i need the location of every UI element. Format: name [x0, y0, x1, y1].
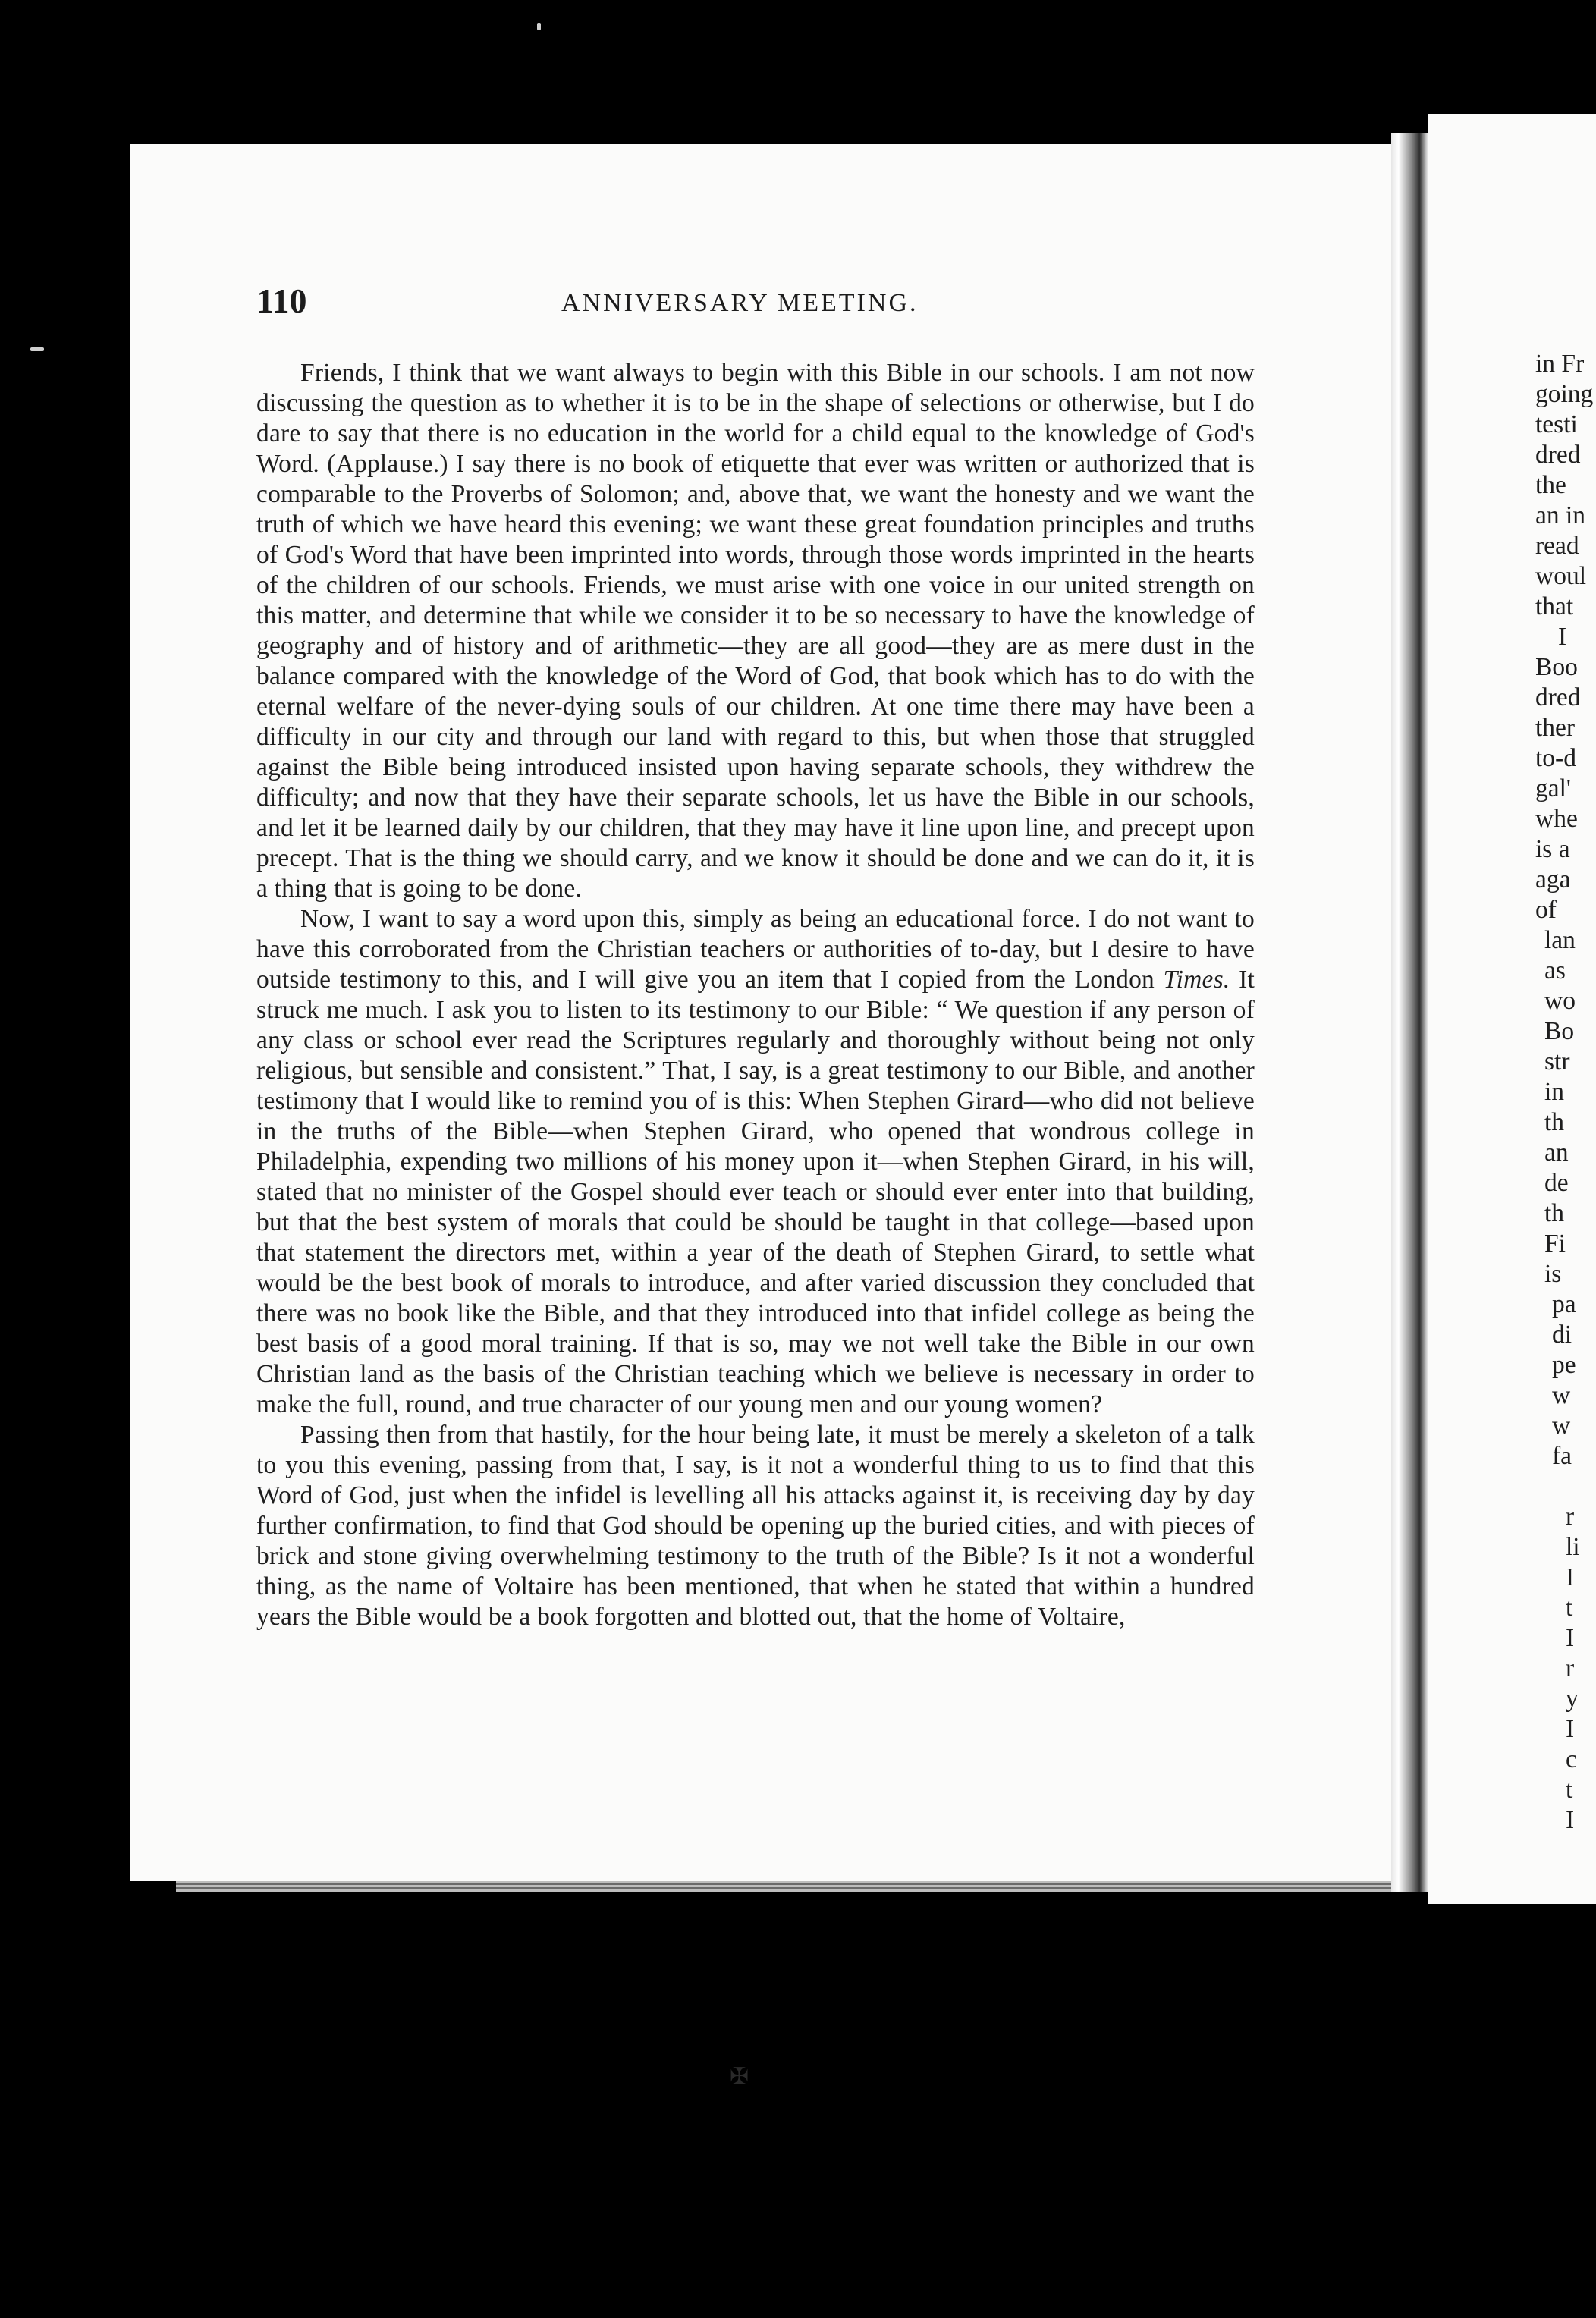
facing-page-line: aga — [1535, 865, 1571, 894]
scan-speck — [30, 347, 44, 351]
page-number: 110 — [256, 281, 307, 320]
facing-page-line: of — [1535, 896, 1557, 924]
facing-page-line: Bo — [1544, 1017, 1575, 1045]
facing-page-line: in — [1544, 1078, 1565, 1106]
facing-page-line: gal' — [1535, 774, 1571, 803]
running-head — [256, 282, 1258, 320]
facing-page-line: woul — [1535, 562, 1586, 590]
facing-page-line: fa — [1552, 1442, 1572, 1470]
paragraph-text: Now, I want to say a word upon this, simply as being an educational force. I do not want to have this corroborated from the Christian teachers or authorities of to-day, but I desire to have outside testimony to this, and I will give you an item that I copied from the London — [256, 905, 1255, 994]
facing-page-line: I — [1566, 1806, 1575, 1834]
facing-page-line: I — [1558, 623, 1567, 651]
facing-page-line: Boo — [1535, 653, 1578, 681]
facing-page-line: dred — [1535, 441, 1581, 469]
facing-page-line: as — [1544, 956, 1566, 985]
facing-page-line: pe — [1552, 1351, 1576, 1379]
facing-page-line: th — [1544, 1199, 1565, 1227]
facing-page-line: c — [1566, 1745, 1577, 1773]
running-title: ANNIVERSARY MEETING. — [561, 289, 919, 317]
facing-page — [1428, 114, 1596, 1904]
facing-page-line: r — [1566, 1654, 1575, 1682]
facing-page-line: that — [1535, 592, 1574, 620]
paragraph — [256, 904, 1255, 1420]
facing-page-line: an — [1544, 1139, 1569, 1167]
facing-page-line: di — [1552, 1321, 1572, 1349]
facing-page-line: read — [1535, 532, 1579, 560]
facing-page-line: to-d — [1535, 744, 1576, 772]
facing-page-line: testi — [1535, 410, 1578, 438]
facing-page-line: Fi — [1544, 1230, 1566, 1258]
facing-page-line: I — [1566, 1563, 1575, 1591]
facing-page-line: li — [1566, 1533, 1580, 1561]
facing-page-line: th — [1544, 1108, 1565, 1136]
facing-page-line: dred — [1535, 683, 1581, 711]
facing-page-line: is a — [1535, 835, 1570, 863]
facing-page-line: ther — [1535, 714, 1576, 742]
facing-page-line: wo — [1544, 987, 1576, 1015]
facing-page-line: r — [1566, 1503, 1575, 1531]
book-gutter — [1391, 133, 1428, 1892]
facing-page-line: I — [1566, 1624, 1575, 1652]
facing-page-line: lan — [1544, 926, 1576, 954]
facing-page-line: I — [1566, 1715, 1575, 1743]
newspaper-title: Times. — [1163, 966, 1230, 994]
facing-page-line: an in — [1535, 501, 1586, 529]
facing-page-line: w — [1552, 1381, 1571, 1409]
facing-page-line: t — [1566, 1594, 1573, 1622]
facing-page-line: in Fr — [1535, 350, 1585, 378]
paragraph-text: It struck me much. I ask you to listen to its testimony to our Bible: “ We question if any person of any class or school ever read the Scriptures regularly and thoroughly without being not only religious, but sensible and consistent.” That, I say, is a great testimony to our Bible, and another testimony that I would like to remind you of is this: When Stephen Girard—who did not believe in the truths of the Bible—when Stephen Girard, who opened that wondrous college in Philadelphia, expending two millions of his money upon it—when Stephen Girard, in his will, stated that no minister of the Gospel should ever teach or should ever enter into that building, but that the best system of morals that could be should be taught in that college—based upon that statement the directors met, within a year of the death of Stephen Girard, to settle what would be the best book of morals to introduce, and after varied discussion they concluded that there was no book like the Bible, and that they introduced into that infidel college as being the best basis of a good moral training. If that is so, may we not well take the Bible in our own Christian land as the basis of the Christian teaching which we believe is necessary in order to make the full, round, and true character of our young men and our young women? — [256, 966, 1255, 1418]
facing-page-line: str — [1544, 1047, 1570, 1076]
scan-speck — [537, 23, 541, 30]
paragraph: Passing then from that hastily, for the hour being late, it must be merely a skeleton of a talk to you this evening, passing from that, I say, is it not a wonderful thing to us to find that this Word of God, just when the infidel is levelling all his attacks against it, is receiving day by day further confirmation, to find that God should be opening up the buried cities, and with pieces of brick and stone giving overwhelming testimony to the truth of the Bible? Is it not a wonderful thing, as the name of Voltaire has been mentioned, that when he stated that within a hundred years the Bible would be a book forgotten and blotted out, that the home of Voltaire, — [256, 1421, 1255, 1631]
facing-page-line: de — [1544, 1169, 1569, 1197]
facing-page-line: w — [1552, 1412, 1571, 1440]
body-text — [256, 358, 1255, 1632]
paragraph: Friends, I think that we want always to begin with this Bible in our schools. I am not now discussing the question as to whether it is to be in the shape of selections or otherwise, but I do dare to say that there is no education in the world for a child equal to the knowledge of God's Word. (Applause.) I say there is no book of etiquette that ever was written or authorized that is comparable to the Proverbs of Solomon; and, above that, we want the honesty and we want the truth of which we have heard this evening; we want these great foundation principles and truths of God's Word that have been imprinted into words, through those words imprinted in the hearts of the children of our schools. Friends, we must arise with one voice in our united strength on this matter, and determine that while we consider it to be so necessary to have the knowledge of geography and of history and of arithmetic—they are all good—they are as mere dust in the balance compared with the knowledge of the Word of God, that book which has to do with the eternal welfare of the never-dying souls of our children. At one time there may have been a difficulty in our city and through our land with regard to this, but when those that struggled against the Bible being introduced insisted upon having separate schools, they withdrew the difficulty; and now that they have their separate schools, let us have the Bible in our schools, and let it be learned daily by our children, that they may have it line upon line, and precept upon precept. That is the thing we should carry, and we know it should be done and we can do it, it is a thing that is going to be done. — [256, 359, 1255, 903]
facing-page-line: pa — [1552, 1290, 1576, 1318]
facing-page-line: is — [1544, 1260, 1562, 1288]
facing-page-line: whe — [1535, 805, 1578, 833]
facing-page-line: the — [1535, 471, 1566, 499]
facing-page-line: t — [1566, 1776, 1573, 1804]
printer-ornament: ✠ — [730, 2064, 749, 2089]
facing-page-line: y — [1566, 1685, 1579, 1713]
facing-page-line: going — [1535, 380, 1594, 408]
